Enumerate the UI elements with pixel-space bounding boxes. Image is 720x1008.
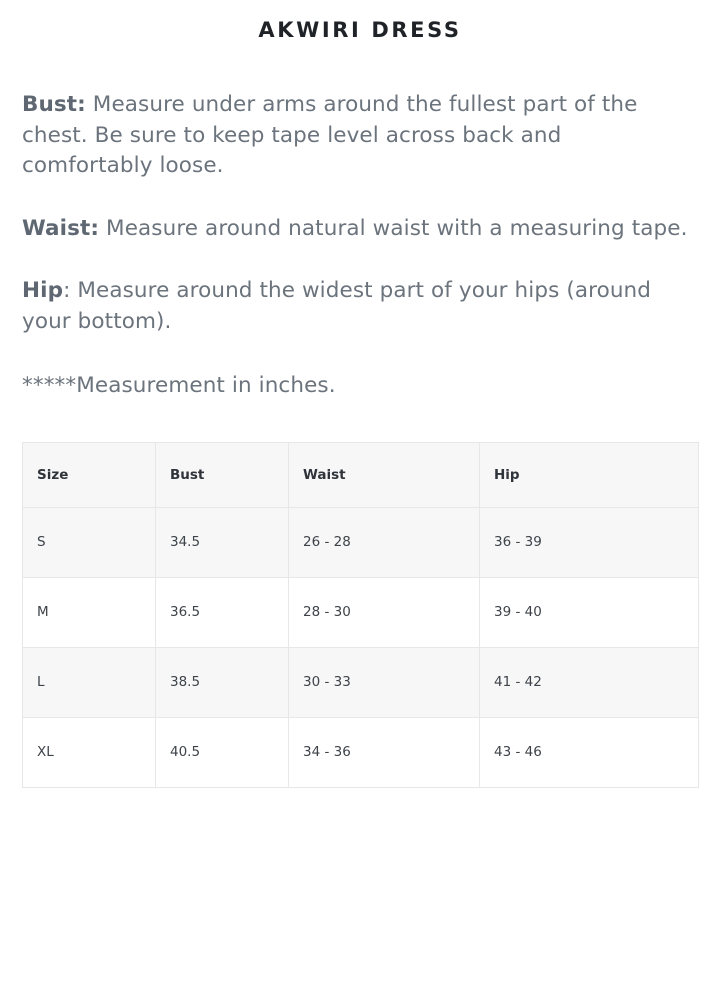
hip-paragraph <box>22 276 698 337</box>
cell-waist: 28 - 30 <box>289 577 480 647</box>
column-header-waist: Waist <box>289 442 480 507</box>
cell-hip: 41 - 42 <box>480 647 699 717</box>
cell-waist: 26 - 28 <box>289 507 480 577</box>
waist-paragraph <box>22 214 698 245</box>
bust-text: Measure under arms around the fullest part of the chest. Be sure to keep tape level across back and comfortably loose. <box>22 92 638 179</box>
cell-size: XL <box>23 717 156 787</box>
cell-waist: 30 - 33 <box>289 647 480 717</box>
cell-size: S <box>23 507 156 577</box>
size-guide-page <box>0 18 720 1008</box>
cell-size: L <box>23 647 156 717</box>
table-body <box>23 507 699 787</box>
waist-label: Waist: <box>22 215 100 241</box>
column-header-bust: Bust <box>156 442 289 507</box>
hip-text: : Measure around the widest part of your hips (around your bottom). <box>22 278 652 334</box>
cell-bust: 34.5 <box>156 507 289 577</box>
page-title: AKWIRI DRESS <box>258 18 462 42</box>
cell-size: M <box>23 577 156 647</box>
cell-hip: 36 - 39 <box>480 507 699 577</box>
size-table-wrapper <box>22 442 698 788</box>
measurement-note: *****Measurement in inches. <box>22 373 336 399</box>
hip-label: Hip <box>22 278 64 304</box>
table-row <box>23 577 699 647</box>
waist-text: Measure around natural waist with a measuring tape. <box>99 215 688 241</box>
cell-bust: 38.5 <box>156 647 289 717</box>
bust-paragraph <box>22 90 698 182</box>
size-chart-table <box>22 442 699 788</box>
table-row <box>23 647 699 717</box>
column-header-size: Size <box>23 442 156 507</box>
cell-bust: 40.5 <box>156 717 289 787</box>
bust-label: Bust: <box>22 92 86 117</box>
table-header <box>23 442 699 507</box>
column-header-hip: Hip <box>480 442 699 507</box>
cell-hip: 39 - 40 <box>480 577 699 647</box>
table-row <box>23 717 699 787</box>
table-header-row <box>23 442 699 507</box>
cell-hip: 43 - 46 <box>480 717 699 787</box>
cell-waist: 34 - 36 <box>289 717 480 787</box>
table-row <box>23 507 699 577</box>
cell-bust: 36.5 <box>156 577 289 647</box>
